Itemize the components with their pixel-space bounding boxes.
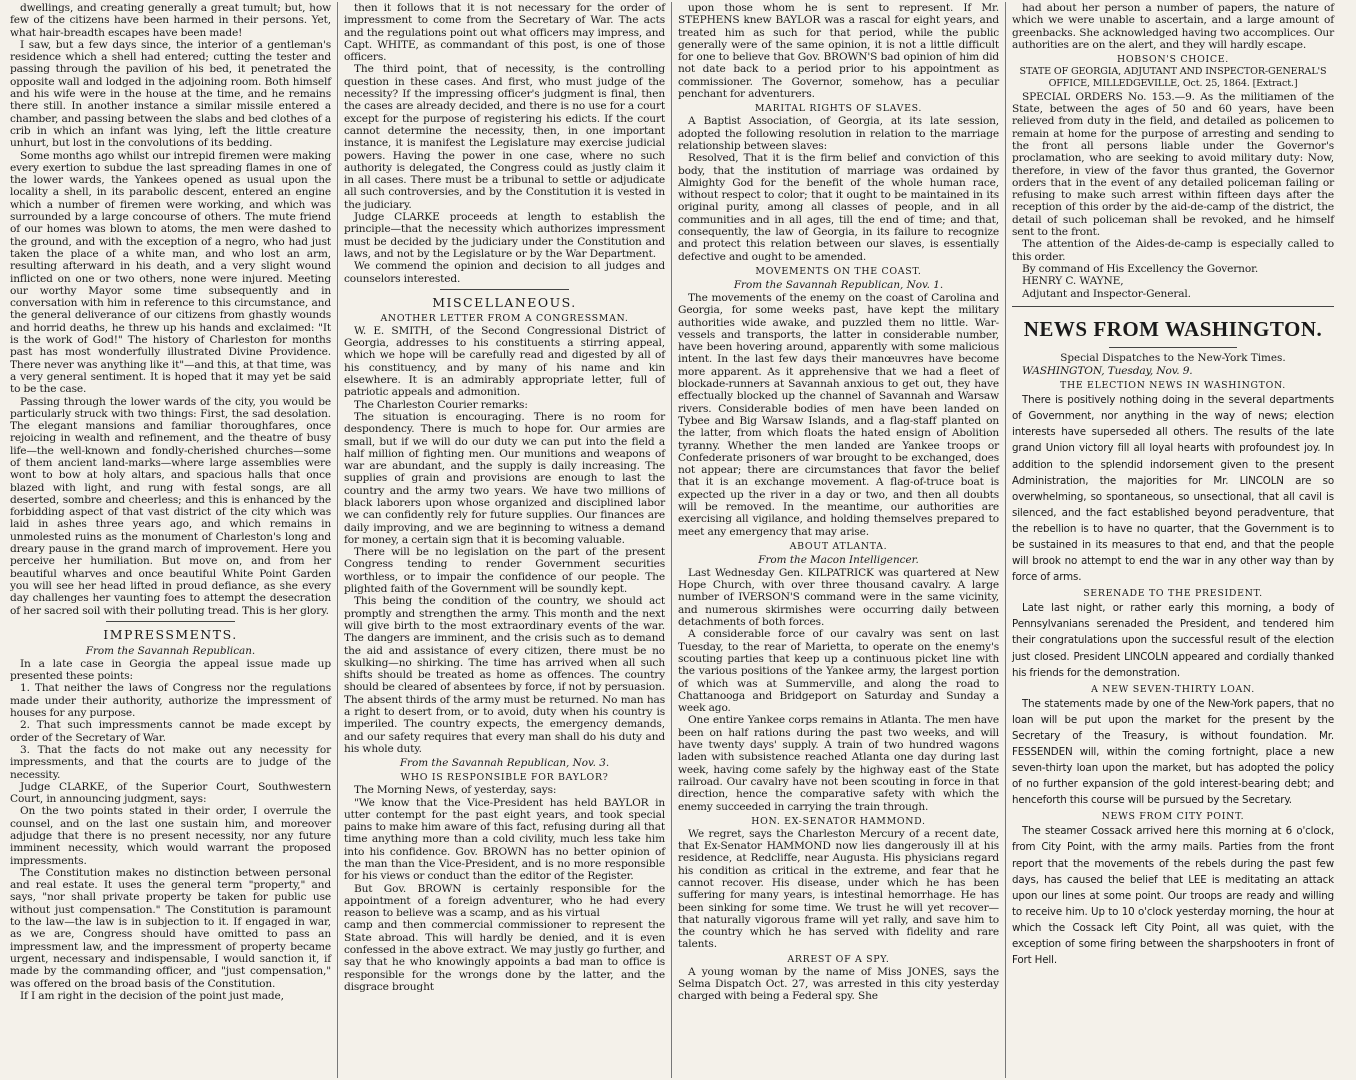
paragraph: then it follows that it is not necessary for the order of impressment to come from the Secretary of War. The acts and the regulations point out what officers may impress, and Capt. WHITE, as commandant of this post, is one of those officers. — [344, 2, 665, 64]
paragraph: The statements made by one of the New-York papers, that no loan will be put upon the market for the present by the Secretary of the Treasury, is without foundation. Mr. FESSENDEN will, within the coming fortnight, place a new seven-thirty loan upon the market, but has adopted the policy of no further expansion of the gold interest-bearing debt; and henceforth this course will be pursued by the Secretary. — [1012, 697, 1334, 807]
paragraph: dwellings, and creating generally a great tumult; but, how few of the citizens have been harmed in their persons. Yet, what hair-breadth escapes have been made! — [10, 2, 331, 39]
divider — [1012, 306, 1334, 307]
paragraph: The situation is encouraging. There is no room for despondency. There is much to hope for. Our armies are small, but if we will do our duty we can put into the field a half million of fighting men. Our munitions and weapons of war are abundant, and the supply is daily increasing. The supplies of grain and provisions are enough to last the country and the army two years. We have two millions of black laborers upon whose organized and disciplined labor we can confidently rely for future supplies. Our finances are daily improving, and we are beginning to witness a demand for money, a certain sign that it is becoming valuable. — [344, 410, 665, 546]
paragraph: 3. That the facts do not make out any necessity for impressments, and that the courts are to judge of the necessity. — [10, 743, 331, 781]
paragraph: Some months ago whilst our intrepid firemen were making every exertion to subdue the last spreading flames in one of the lower wards, the Yankees opened as usual upon the locality a shell, in its parabolic descent, entered an engine which a number of firemen were working, and which was surrounded by a large concourse of others. The mute friend of our homes was blown to atoms, the men were dashed to the ground, and with the exception of a negro, who had just taken the place of a white man, and who lost an arm, resulting afterward in his death, and a very slight wound inflicted on one or two others, none were injured. Meeting our worthy Mayor some time subsequently and in conversation with him in reference to this circumstance, and the general deliverance of our citizens from ghastly wounds and horrid deaths, he threw up his hands and exclaimed: "It is the work of God!" The history of Charleston for months past has most wonderfully illustrated Divine Providence. There never was anything like it"—and this, at that time, was a very general sentiment. It is hoped that it may yet be said to be the case. — [10, 149, 331, 396]
subheading: ARREST OF A SPY. — [787, 953, 890, 965]
paragraph: 2. That such impressments cannot be made except by order of the Secretary of War. — [10, 719, 331, 744]
column-3 — [672, 2, 1006, 1078]
paragraph: A Baptist Association, of Georgia, at its late session, adopted the following resolution in relation to the marriage relationship between slaves: — [678, 115, 999, 152]
paragraph: On the two points stated in their order, I overrule the counsel, and on the last one sustain him, and moreover adjudge that there is no present necessity, nor any future imminent necessity, which would warrant the proposed impressments. — [10, 805, 331, 867]
paragraph: SPECIAL ORDERS No. 153.—9. As the militiamen of the State, between the ages of 50 and 60 years, have been relieved from duty in the field, and detailed as policemen to remain at home for the purpose of arresting and sending to the front all persons liable under the Governor's proclamation, who are seeking to avoid military duty: Now, therefore, in view of the favor thus granted, the Governor orders that in the event of any detailed policeman failing or refusing to make such arrest within fifteen days after the reception of this order by the aid-de-camp of the district, the detail of such policeman shall be revoked, and he himself sent to the front. — [1012, 90, 1334, 239]
paragraph: Resolved, That it is the firm belief and conviction of this body, that the institution of marriage was ordained by Almighty God for the benefit of the whole human race, without respect to color; that it ought to be maintained in its original purity, among all classes of people, and in all communities and in all ages, till the end of time; and that, consequently, the law of Georgia, in its failure to recognize and protect this relation between our slaves, is essentially defective and ought to be amended. — [678, 152, 999, 263]
source-line: From the Macon Intelligencer. — [758, 553, 919, 566]
divider — [1109, 347, 1238, 348]
paragraph: 1. That neither the laws of Congress nor the regulations made under their authority, authorize the impressment of houses for any purpose. — [10, 682, 331, 720]
paragraph: The Morning News, of yesterday, says: — [354, 784, 557, 797]
divider — [440, 289, 568, 290]
paragraph: Judge CLARKE, of the Superior Court, Southwestern Court, in announcing judgment, says: — [10, 780, 331, 806]
paragraph: had about her person a number of papers, the nature of which we were unable to ascertain, and a large amount of greenbacks. She acknowledged having two accomplices. Our authorities are on the alert, and they will hardly escape. — [1012, 2, 1334, 51]
paragraph: The attention of the Aides-de-camp is especially called to this order. — [1012, 238, 1334, 263]
order-heading: STATE OF GEORGIA, ADJUTANT AND INSPECTOR-GENERAL'S OFFICE, MILLEDGEVILLE, Oct. 25, 1864. [Extract.] — [1019, 66, 1327, 90]
subheading: ABOUT ATLANTA. — [789, 540, 888, 552]
paragraph: "We know that the Vice-President has held BAYLOR in utter contempt for the past eight years, and took special pains to make him aware of this fact, refusing during all that time anything more than a cold civility, much less take him into his confidence. Gov. BROWN has no better opinion of the man than the Vice-President, and is no more responsible for his views or conduct than the editor of the Register. — [344, 796, 665, 883]
paragraph: Late last night, or rather early this morning, a body of Pennsylvanians serenaded the President, and tendered him their congratulations upon the successful result of the election just closed. President LINCOLN appeared and cordially thanked his friends for the demonstration. — [1012, 602, 1334, 679]
divider — [106, 621, 234, 622]
paragraph: This being the condition of the country, we should act promptly and strengthen the army. This month and the next will give birth to the most extraordinary events of the war. The dangers are imminent, and the crisis such as to demand the aid and assistance of every citizen, there must be no skulking—no shirking. The time has arrived when all such shifts should be treated as home as offences. The country should be cleared of absentees by force, if not by persuasion. The absent thirds of the army must be returned. No man has a right to desert from, or to avoid, duty when his country is imperiled. The country expects, the emergency demands, and our safety requires that every man shall do his duty and his whole duty. — [344, 595, 665, 755]
column-1 — [4, 2, 338, 1078]
paragraph: camp and then commercial commissioner to represent the State abroad. This will hardly be denied, and it is even confessed in the above extract. We may justly go further, and say that he who knowingly appoints a bad man to office is responsible for the wrongs done by the latter, and the disgrace brought — [344, 919, 665, 993]
source-line: From the Savannah Republican. — [85, 644, 256, 657]
signature-title: Adjutant and Inspector-General. — [1022, 287, 1191, 300]
section-heading-impressments: IMPRESSMENTS. — [103, 626, 238, 642]
subheading: A NEW SEVEN-THIRTY LOAN. — [1091, 683, 1255, 695]
subheading: ANOTHER LETTER FROM A CONGRESSMAN. — [380, 312, 629, 324]
dateline: WASHINGTON, Tuesday, Nov. 9. — [1022, 364, 1193, 377]
paragraph: Passing through the lower wards of the city, you would be particularly struck with two things: First, the sad desolation. The elegant mansions and familiar thoroughfares, once rejoicing in wealth and refinement, and the theatre of busy life—the well-known and fondly-cherished churches—some of them ancient land-marks—where large assemblies were wont to bow at holy altars, and spacious halls that once blazed with light, and rung with festal songs, are all deserted, sombre and cheerless; and this is enhanced by the forbidding aspect of that vast district of the city which was laid in ashes three years ago, and which remains in unmolested ruins as the monument of Charleston's long and dreary pause in the grand march of improvement. Here you perceive her humiliation. But move on, and from her beautiful wharves and once beautiful White Point Garden you will see her head lifted in proud defiance, as she every day challenges her vaunting foes to attempt the desecration of her sacred soil with their polluting tread. This is her glory. — [10, 395, 331, 617]
paragraph: By command of His Excellency the Governor. — [1022, 262, 1259, 275]
subheading: WHO IS RESPONSIBLE FOR BAYLOR? — [400, 772, 609, 784]
paragraph: The Charleston Courier remarks: — [354, 398, 528, 411]
paragraph: There is positively nothing doing in the several departments of Government, nor anything in the way of news; election interests have superseded all others. The results of the late grand Union victory fill all loyal hearts with profoundest joy. In addition to the splendid indorsement given to the present Administration, the majorities for Mr. LINCOLN are so overwhelming, so spontaneous, so unsectional, that all cavil is silenced, and the fact established beyond peradventure, that the rebellion is to have no quarter, that the Government is to be sustained in its measures to that end, and that the people will brook no attempt to end the war in any other way than by force of arms. — [1012, 394, 1334, 584]
paragraph: A young woman by the name of Miss JONES, says the Selma Dispatch Oct. 27, was arrested in this city yesterday charged with being a Federal spy. She — [678, 965, 999, 1003]
subheading: HOBSON'S CHOICE. — [1117, 54, 1229, 66]
big-heading-news-from-washington: NEWS FROM WASHINGTON. — [1023, 316, 1323, 341]
column-2 — [338, 2, 672, 1078]
subheading: NEWS FROM CITY POINT. — [1101, 811, 1245, 823]
paragraph: Last Wednesday Gen. KILPATRICK was quartered at New Hope Church, with over three thousand cavalry. A large number of IVERSON'S command were in the same vicinity, and numerous skirmishes were occurring daily between detachments of both forces. — [678, 566, 999, 629]
dispatch-line: Special Dispatches to the New-York Times. — [1060, 351, 1286, 364]
paragraph: In a late case in Georgia the appeal issue made up presented these points: — [10, 657, 331, 683]
paragraph: A considerable force of our cavalry was sent on last Tuesday, to the rear of Marietta, to operate on the enemy's scouting parties that keep up a continuous picket line with the various positions of the Yankee army, the largest portion of which was at Summerville, and along the road to Chattanooga and Bridgeport on Saturday and Sunday a week ago. — [678, 628, 999, 715]
column-4 — [1006, 2, 1340, 1078]
section-heading-miscellaneous: MISCELLANEOUS. — [432, 294, 577, 310]
paragraph: If I am right in the decision of the point just made, — [20, 989, 284, 1002]
paragraph: But Gov. BROWN is certainly responsible for the appointment of a foreign adventurer, who he had every reason to believe was a scamp, and as his virtual — [344, 882, 665, 920]
paragraph: We regret, says the Charleston Mercury of a recent date, that Ex-Senator HAMMOND now lies dangerously ill at his residence, at Redcliffe, near Augusta. His physicians regard his condition as critical in the extreme, and fear that he cannot recover. His disease, under which he has been suffering for many years, is intestinal hemorrhage. He has been sinking for some time. We trust he will yet recover—that naturally vigorous frame will yet rally, and save him to the country which he has served with fidelity and rare talents. — [678, 827, 999, 951]
subheading: SERENADE TO THE PRESIDENT. — [1083, 588, 1263, 600]
subheading: THE ELECTION NEWS IN WASHINGTON. — [1060, 380, 1286, 392]
paragraph: We commend the opinion and decision to all judges and counselors interested. — [344, 260, 665, 285]
subheading: MOVEMENTS ON THE COAST. — [755, 265, 922, 277]
paragraph: upon those whom he is sent to represent. If Mr. STEPHENS knew BAYLOR was a rascal for eight years, and treated him as such for that period, while the public generally were of the same opinion, it is not a little difficult for one to believe that Gov. BROWN'S bad opinion of him did not date back to a period prior to his appointment as commissioner. The Governor, somehow, has a peculiar penchant for adventurers. — [678, 2, 999, 101]
paragraph: The third point, that of necessity, is the controlling question in these cases. And first, who must judge of the necessity? If the impressing officer's judgment is final, then the cases are already decided, and there is no use for a court except for the purpose of registering his edicts. If the court cannot determine the necessity, then, in one important instance, it is manifest the Legislature may exercise judicial powers. Having the power in one case, where no such authority is delegated, the Congress could as justly claim it in all cases. There must be a tribunal to settle or adjudicate all such controversies, and by the Constitution it is vested in the judiciary. — [344, 63, 665, 211]
paragraph: I saw, but a few days since, the interior of a gentleman's residence which a shell had entered; cutting the tester and passing through the pavilion of his bed, it penetrated the opposite wall and lodged in the adjoining room. Both himself and his wife were in the house at the time, and he remains there still. In another instance a similar missile entered a chamber, and passing between the slabs and bed clothes of a crib in which an infant was lying, left the little creature unhurt, but lost in the convolutions of its bedding. — [10, 38, 331, 150]
paragraph: One entire Yankee corps remains in Atlanta. The men have been on half rations during the past two weeks, and will have twenty days' supply. A train of two hundred wagons laden with subsistence reached Atlanta one day during last week, having come safely by the highway east of the State railroad. Our cavalry have not been scouting in force in that direction, hence the comparative safety with which the enemy succeeded in carrying the train through. — [678, 714, 999, 813]
subheading: MARITAL RIGHTS OF SLAVES. — [754, 103, 923, 115]
paragraph: There will be no legislation on the part of the present Congress tending to render Government securities worthless, or to impair the confidence of our people. The plighted faith of the Government will be soundly kept. — [344, 546, 665, 596]
paragraph: The Constitution makes no distinction between personal and real estate. It uses the general term "property," and says, "nor shall private property be taken for public use without just compensation." The Constitution is paramount to the law—the law is in subjection to it. If engaged in war, as we are, Congress should have omitted to pass an impressment law, and the impressment of property became urgent, necessary and indispensable, I would sanction it, if made by the commanding officer, and "just compensation," was offered on the broad basis of the Constitution. — [10, 866, 331, 990]
paragraph: The movements of the enemy on the coast of Carolina and Georgia, for some weeks past, have kept the military authorities wide awake, and puzzled them no little. War-vessels and transports, the latter in considerable number, have been hovering around, apparently with some malicious intent. In the last few days their manœuvres have become more apparent. As it apprehensive that we had a fleet of blockade-runners at Savannah anxious to get out, they have effectually blocked up the channel of Savannah and Warsaw rivers. Considerable bodies of men have been landed on Tybee and Big Warsaw Islands, and a flag-staff planted on the latter, from which floats the hated ensign of Abolition tyranny. Whether the men landed are Yankee troops or Confederate prisoners of war brought to be exchanged, does not appear; there are circumstances that favor the belief that it is an exchange movement. A flag-of-truce boat is expected up the river in a day or two, and then all doubts will be removed. In the meantime, our authorities are exercising all vigilance, and holding themselves prepared to meet any emergency that may arise. — [678, 291, 999, 538]
subheading: HON. EX-SENATOR HAMMOND. — [751, 815, 926, 827]
paragraph: W. E. SMITH, of the Second Congressional District of Georgia, addresses to his constituents a stirring appeal, which we hope will be carefully read and digested by all of his constituency, and by many of his name and kin elsewhere. It is an admirably appropriate letter, full of patriotic appeals and admonition. — [344, 324, 665, 399]
source-line: From the Savannah Republican, Nov. 3. — [399, 757, 610, 770]
paragraph: Judge CLARKE proceeds at length to establish the principle—that the necessity which authorizes impressment must be decided by the judiciary under the Constitution and laws, and not by the Legislature or by the War Department. — [344, 211, 665, 260]
paragraph: The steamer Cossack arrived here this morning at 6 o'clock, from City Point, with the army mails. Parties from the front report that the movements of the rebels during the past few days, has caused the belief that LEE is meditating an attack upon our lines at some point. Our troops are ready and willing to receive him. Up to 10 o'clock yesterday morning, the hour at which the Cossack left City Point, all was quiet, with the exception of some firing between the sharpshooters in front of Fort Hell. — [1012, 825, 1334, 967]
source-line: From the Savannah Republican, Nov. 1. — [733, 278, 944, 291]
signature-name: HENRY C. WAYNE, — [1022, 275, 1124, 288]
